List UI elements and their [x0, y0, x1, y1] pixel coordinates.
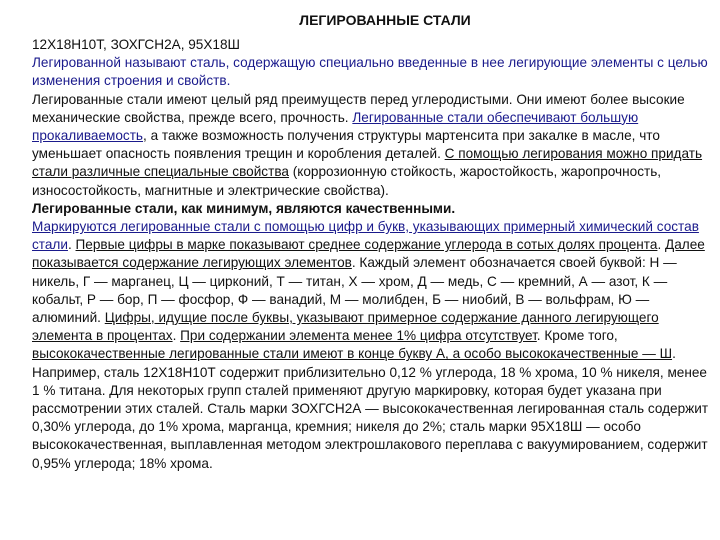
steel-grades: 12Х18Н10Т, ЗОХГСН2А, 95Х18Ш [32, 37, 241, 52]
carbon-digits-link[interactable]: Первые цифры в марке показывают среднее содержание углерода в сотых долях процента [75, 237, 658, 253]
advantages-paragraph [32, 91, 714, 200]
less-than-one-percent-link[interactable]: При содержании элемента менее 1% цифра отсутствует [180, 328, 537, 344]
text-fragment: . Кроме того, [536, 328, 618, 344]
slide-title: ЛЕГИРОВАННЫЕ СТАЛИ [299, 12, 471, 28]
quality-statement: Легированные стали, как минимум, являются качественными. [32, 200, 456, 216]
hardenability-link[interactable]: Легированные стали обеспечивают большую прокаливаемость [32, 109, 639, 144]
text-fragment: . [67, 237, 76, 253]
body-text [32, 36, 714, 473]
marking-paragraph [32, 218, 714, 473]
high-quality-letters-link[interactable]: высококачественные легированные стали имеют в конце букву А, а особо высококачественные — Ш [32, 346, 673, 362]
examples-text: . Например, сталь 12Х18Н10Т содержит приблизительно 0,12 % углерода, 18 % хрома, 10 % никеля, менее 1 % титана. Для некоторых групп сталей применяют другую маркировку, которая будет указана при рассмотрении этих сталей. Сталь марки ЗОХГСН2А — высококачественная легированная сталь содержит 0,30% углерода, до 1% хрома, марганца, кремния; никеля до 2%; сталь марки 95Х18Ш — особо высококачественная, выплавленная методом электрошлакового переплава с вакуумированием, содержит 0,95% углерода; 18% хрома. [32, 346, 709, 471]
advantages-rest-2: (коррозионную стойкость, жаростойкость, жаропрочность, износостойкость, магнитные и электрические свойства). [32, 164, 662, 198]
text-fragment: . [657, 237, 665, 253]
elements-list: . Каждый элемент обозначается своей буквой: Н — никель, Г — марганец, Ц — цирконий, Т — титан, Х — хром, Д — медь, С — кремний, А — азот, К — кобальт, Р — бор, П — фосфор, Ф — ванадий, М — молибден, Б — ниобий, В — вольфрам, Ю — алюминий. [32, 255, 677, 326]
digits-after-letter-link[interactable]: Цифры, идущие после буквы, указывают примерное содержание данного легирующего элемента в процентах [32, 310, 659, 344]
alloying-elements-link[interactable]: Далее показывается содержание легирующих элементов [32, 237, 705, 271]
advantages-rest: , а также возможность получения структуры мартенсита при закалке в масле, что уменьшает опасность появления трещин и коробления деталей. [32, 128, 660, 162]
text-fragment: . [172, 328, 181, 344]
special-properties-link[interactable]: С помощью легирования можно придать стали различные специальные свойства [32, 146, 703, 180]
marking-intro-link[interactable]: Маркируются легированные стали с помощью цифр и букв, указывающих примерный химический состав стали [32, 219, 699, 253]
advantages-intro: Легированные стали имеют целый ряд преимуществ перед углеродистыми. Они имеют более высокие механические свойства, прежде всего, прочность. [32, 91, 685, 125]
definition-paragraph: Легированной называют сталь, содержащую специально введенные в нее легирующие элементы с целью изменения строения и свойств. [32, 55, 708, 89]
